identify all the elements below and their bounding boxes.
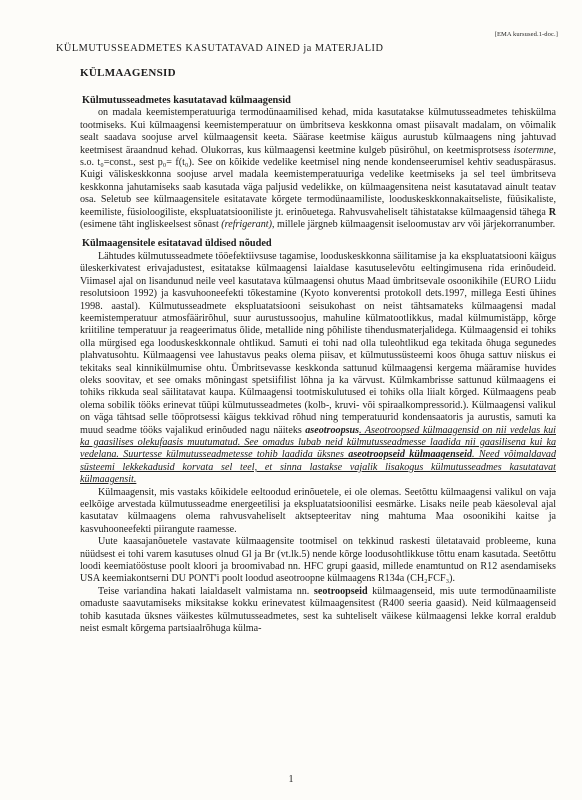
paragraph-3: Uute kaasajanõuetele vastavate külmaagensite tootmisel on tekkinud raskesti ületatavaid probleeme, kuna nüüdsest ei tohi varem kasutuses olnud Gl ja Br (vt.lk.5) nende kõrge loodusohtlikkuse tõttu enam kasutada. Seetõttu loodi keemiatööstuse poolt kloori ja broomivabad nn. HFC grupi gaasid, millede enamtuntud on R12 asendamiseks USA keemiakontserni DU PONT'i poolt loodud aseotroopne külmaagens R134a (CH₂FCF₃). [80, 536, 556, 585]
emphasis-seotroopseid: seotroopseid [313, 585, 368, 597]
emphasis-r: R [548, 206, 556, 218]
text-run: Teise variandina hakati laialdaselt valmistama nn. [98, 585, 314, 597]
text-run: , millele järgneb külmaagensit iseloomustav arv või järjekorranumber. [271, 219, 556, 231]
text-run: külmaagenseid, mis uute termodünaamiliste omaduste saavutamiseks miksitakse kokku erinevatest külmaagensitest (R400 seeria gaasid). Neid külmaagenseid tohib kasutada üksnes väikestes külmutusseadmetes, sest ka suhteliselt väikese külmaagensi lekke korral eraldub neist esmalt kõrgema partsiaalrõhuga külma- [80, 585, 556, 635]
paragraph-2: Külmaagensit, mis vastaks kõikidele eeltoodud erinõuetele, ei ole olemas. Seetõttu külmaagensi valikul on vaja eelkõige arvestada külmutusseadme energeetilisi ja ekspluatatsioonilisi eesmärke. Lisaks neile peab käesoleval ajal kasutatav külmaagens olema rahvusvaheliselt aktsepteeritav ning mahtuma Maa osoonikihi kaitse ja kasvuhooneefekti piirangute raamesse. [80, 486, 556, 535]
text-run: , s.o. t₀=const., sest p₀= f(t₀). See on kõikide vedelike keetmisel ning nende kondenseerumisel kehtiv seaduspärasus. Kuigi väliskeskkonna soojuse arvel madala keemistemperatuuriga vedelike keetmiseks ja sel teel ümbritseva keskkonna jahutamiseks saab kasutada väga paljusid vedelikke, on külmaagensitena neist kasutatavad ainult teatav osa. Seletub see külmaagensitele esitatavate kõrgete termodünaamiliste, looduskeskkonnakaitseliste, füüsikaliste, keemiliste, füsioloogiliste, ekspluatatsiooniliste jt. erinõuetega. Rahvusvaheliselt tähistatakse külmaagensid tähega [80, 144, 556, 218]
subheading-2: Külmaagensitele esitatavad üldised nõuded [82, 238, 272, 250]
paragraph-intro [80, 107, 556, 231]
emphasis-aseotroopsus: aseotroopsus [305, 424, 360, 436]
document-reference: [EMA kursused.1-doc.] [494, 31, 558, 38]
underlined-passage: . Need võimaldavad süsteemi lekkekadusid korvata sel teel, et sinna lastakse vajalik lisakogus külmutusseadmes kasutatavat külmaagensit. [80, 449, 557, 486]
text-run: Lähtudes külmutusseadmete tööefektiivsuse tagamise, looduskeskkonna säilitamise ja ka ekspluatatsiooni käigus üleskerkivatest erivajadustest, esitatakse külmaagensi laialdase kasutuselevõtu eeltingimusena rida erinõudeid. Viimasel ajal on lisandunud neile veel kasutatava külmaagensi ohutus Maad ümbritsevale osoonikihile (EURO Liidu resolutsioon 1992) ja kasvuhooneefekti tõkestamine (Kyoto konverentsi protokoll dets.1997, millega Eesti ühines 1998. aastal). Külmutusseadmete ekspluatatsiooni seisukohast on neist tähtsamateks külmaagensi madal keemistemperatuur atmosfäärirõhul, suur aurustussoojus, mahuline külmatootlikkus, madal külmumistäpp, kõrge kriitiline temperatuur ja reageerimatus õlide, metallide ning põhiliste tihendusmaterjalidega. Külmaagensid ei tohiks olla mürgised ega looduskeskkonnale ohtlikud. Samuti ei tohi nad olla tuleohtlikud ega tekitada õhuga segunedes plahvatusohtu. Külmaagensi vee lahustavus peaks olema piisav, et külmutussüsteemi koos õhuga sattuv niiskus ei tekitaks seal kinnikülmumise ohtu. Ümbritsevasse keskkonda sattunud külmaagensi kergema määramise huvides oleks soovitav, et see omaks mõningast spetsiifilist lõhna ja ka värvust. Külmkambrisse sattunud külmaagens ei tohiks rikkuda seal säilitatavat kaupa. Külmaagensi tootmiskulutused ei tohiks olla liialt kõrged. Külmaagens peab olema sobilik tööks erinevat tüüpi külmutusseadmetes (kolb-, kruvi- või spiraalkompressorid.). Külmaagensi valikul on väga tähtsad selle tööprotsessi käigus tekkivad rõhud ning temperatuurid kondensaatoris ja aurustis, samuti ka muud seadme tööks vajalikud erinõuded nagu näiteks [80, 250, 556, 436]
text-run: (esimene täht ingliskeelsest sõnast [80, 219, 222, 231]
subheading-1: Külmutusseadmetes kasutatavad külmaagensid [82, 95, 291, 106]
paragraph-requirements [80, 251, 556, 487]
document-body [80, 95, 556, 635]
section-heading: KÜLMAAGENSID [80, 67, 176, 79]
document-title: KÜLMUTUSSEADMETES KASUTATAVAD AINED ja MATERJALID [56, 43, 384, 54]
paragraph-4 [80, 586, 556, 636]
emphasis-aseotroopseid: aseotroopseid külmaagenseid [348, 449, 473, 461]
spacer [80, 231, 556, 238]
underlined-passage: . Aseotroopsed külmaagensid on nii vedelas kui ka gaasilises olekufaasis muutumatud. See omadus lubab neid külmutusseadmesse laadida nii gaasilisena kui ka vedelana. Suurtesse külmutusseadmetesse tohib laadida üksnes [80, 424, 556, 461]
text-run: on madala keemistemperatuuriga termodünaamilised kehad, mida kasutatakse külmutusseadmetes tehiskülma tootmiseks. Kui külmaagensi keemistemperatuur on ümbritseva keskkonna omast piisavalt madalam, on võimalik sealt saadava soojuse arvel külmaagensit keeta. Säärase keetmise käigus aurustub külmaagens ning jahtuvad keetmisest äraandnud kehad. Olukorras, kus külmaagensi keetmine kulgeb püsiröhul, on keetmisprotsess [80, 107, 556, 156]
emphasis-isotermne: isotermne [513, 144, 554, 156]
emphasis-refrigerant: (refrigerant) [221, 219, 272, 231]
page-number: 1 [288, 774, 294, 785]
